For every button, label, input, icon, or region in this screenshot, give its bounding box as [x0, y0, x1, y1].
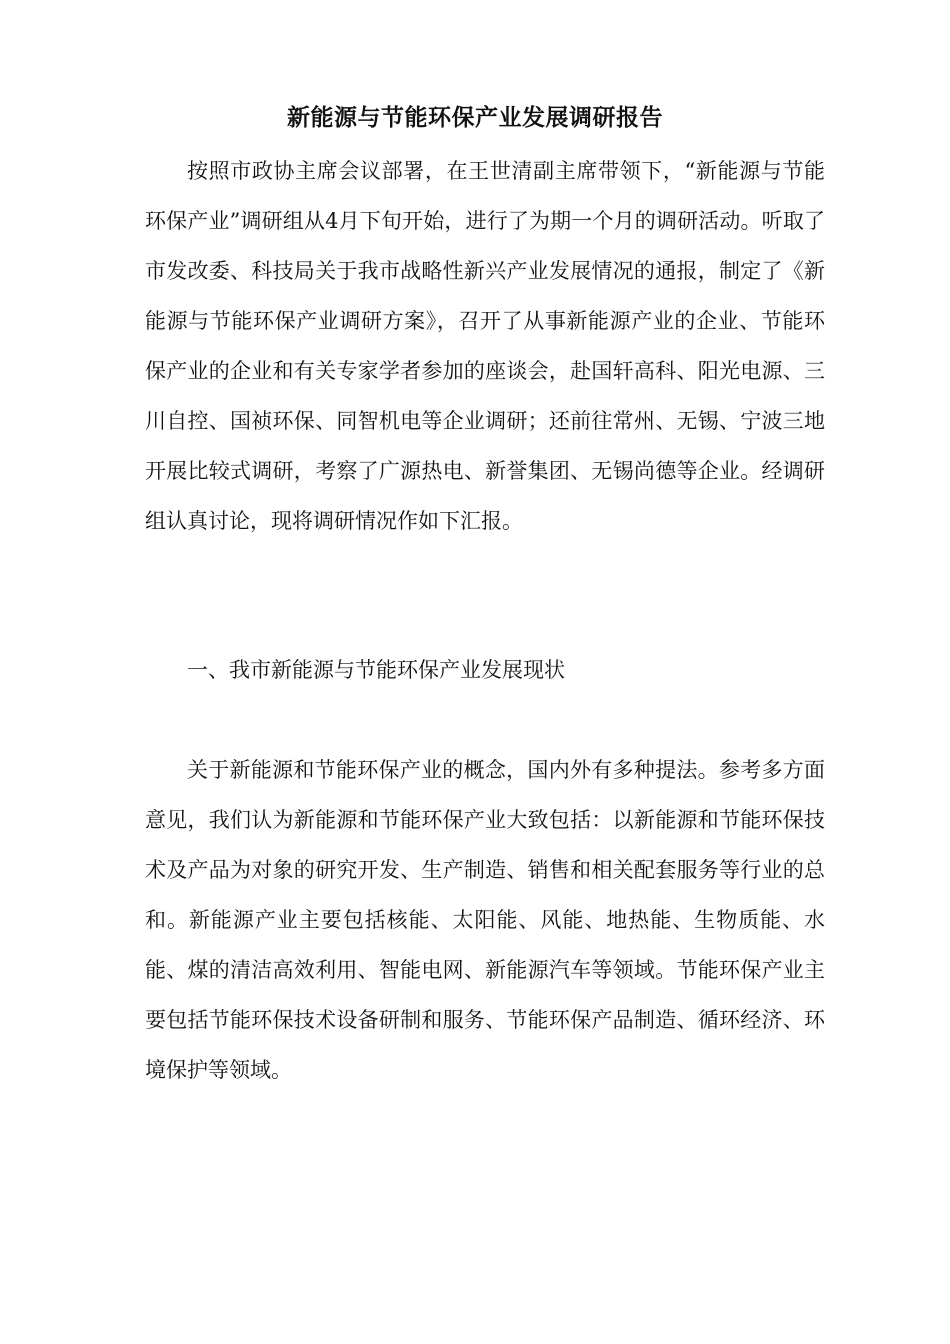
section-heading: 一、我市新能源与节能环保产业发展现状 [187, 658, 565, 682]
intro-paragraph: 按照市政协主席会议部署，在王世清副主席带领下，“新能源与节能环保产业”调研组从4月下旬开始，进行了为期一个月的调研活动。听取了市发改委、科技局关于我市战略性新兴产业发展情况的通报，制定了《新能源与节能环保产业调研方案》，召开了从事新能源产业的企业、节能环保产业的企业和有关专家学者参加的座谈会，赴国轩高科、阳光电源、三川自控、国祯环保、同智机电等企业调研；还前往常州、无锡、宁波三地开展比较式调研，考察了广源热电、新誉集团、无锡尚德等企业。经调研组认真讨论，现将调研情况作如下汇报。 [145, 159, 825, 533]
document-title: 新能源与节能环保产业发展调研报告 [287, 104, 663, 131]
body-paragraph: 关于新能源和节能环保产业的概念，国内外有多种提法。参考多方面意见，我们认为新能源和节能环保产业大致包括：以新能源和节能环保技术及产品为对象的研究开发、生产制造、销售和相关配套服务等行业的总和。新能源产业主要包括核能、太阳能、风能、地热能、生物质能、水能、煤的清洁高效利用、智能电网、新能源汽车等领域。节能环保产业主要包括节能环保技术设备研制和服务、节能环保产品制造、循环经济、环境保护等领域。 [145, 758, 825, 1082]
